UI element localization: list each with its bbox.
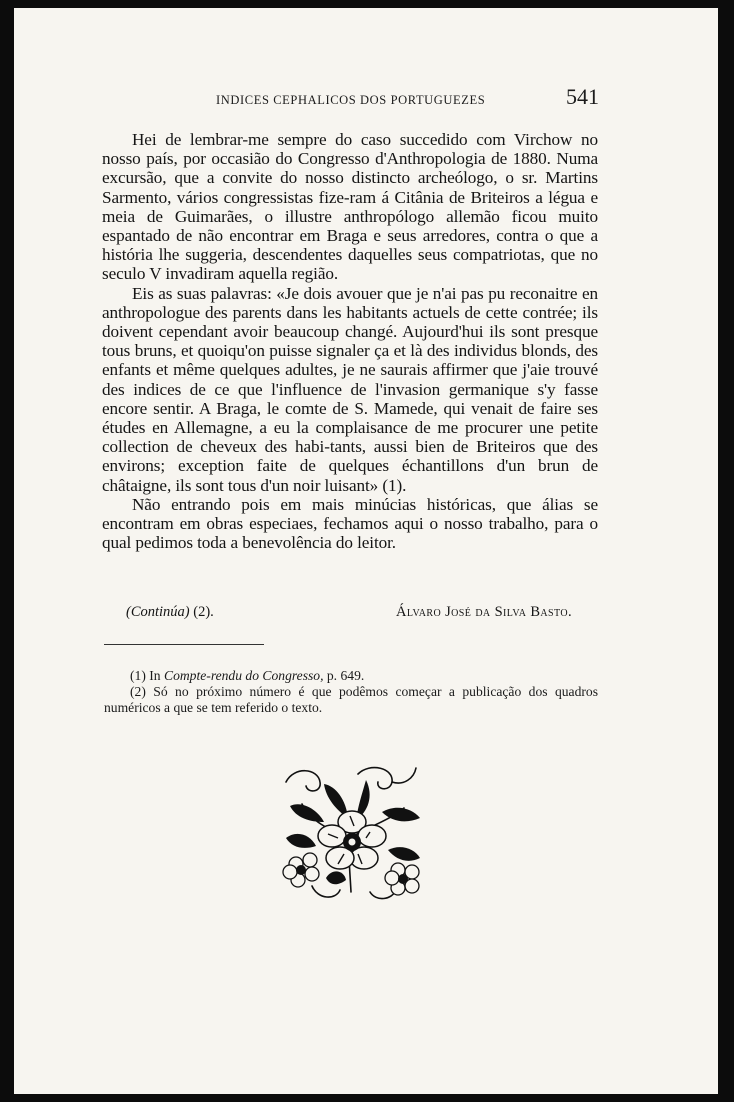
footnote-1-title: Compte-rendu do Congresso, xyxy=(164,668,324,683)
footnote-2-text: Só no próximo número é que podêmos começar a publicação dos quadros numéricos a que se tem referido o texto. xyxy=(104,684,598,715)
author-signature xyxy=(396,604,572,621)
footnote-1-pre: In xyxy=(149,668,161,683)
continua-footnote-ref: (2). xyxy=(193,604,214,620)
author-first-name: Álvaro xyxy=(396,604,442,620)
paragraph-virchow: Hei de lembrar-me sempre do caso succedido com Virchow no nosso país, por occasião do Congresso d'Anthropologia de 1880. Numa excursão, que a convite do nosso distincto archeólogo, o sr. Martins Sarmento, vários congressistas fize-ram á Citânia de Briteiros a légua e meia de Guimarães, o illustre anthropólogo allemão ficou muito espantado de não encontrar em Braga e seus arredores, contra o que a história lhe suggeria, descendentes daquelles seus compatriotas, que no seculo V invadiram aquella região. xyxy=(102,130,598,284)
body-text xyxy=(102,130,598,552)
author-middle-name: José xyxy=(445,604,472,620)
author-particle: da xyxy=(475,604,491,620)
signature-line xyxy=(126,604,598,624)
footnote-2-marker: (2) xyxy=(130,684,146,699)
book-page xyxy=(14,8,718,1094)
footnote-1-page: p. 649. xyxy=(326,668,365,683)
footnote-2 xyxy=(104,684,598,716)
continua-label: (Continúa) xyxy=(126,604,190,620)
running-title: INDICES CEPHALICOS DOS PORTUGUEZES xyxy=(216,93,486,107)
floral-ornament-icon xyxy=(266,760,436,906)
running-head xyxy=(104,81,599,111)
footnote-rule xyxy=(104,644,264,645)
continua-note xyxy=(126,604,214,621)
paragraph-conclusion: Não entrando pois em mais minúcias históricas, que álias se encontram em obras especiaes, fechamos aqui o nosso trabalho, para o qual pedimos toda a benevolência do leitor. xyxy=(102,494,598,553)
paragraph-quotation: Eis as suas palavras: «Je dois avouer que je n'ai pas pu reconaitre en anthropologue des parents dans les habitants actuels de cette contrée; ils doivent cependant avoir beaucoup changé. Aujourd'hui ils sont presque tous bruns, et quoiqu'on puisse signaler ça et là des individus blonds, des enfants et même quelques adultes, je ne saurais affirmer que j'aie trouvé des indices de ce que l'influence de l'invasion germanique s'y fasse encore sentir. A Braga, le comte de S. Mamede, qui venait de faire ses études en Allemagne, a eu la complaisance de me procurer une petite collection de cheveux des habi-tants, aussi bien de Briteiros que des environs; exception faite de quelques échantillons d'un brun de châtaigne, ils sont tous d'un noir luisant» (1). xyxy=(102,283,598,495)
footnote-1-marker: (1) xyxy=(130,668,146,683)
footnotes xyxy=(104,668,598,716)
author-last-name: Silva Basto. xyxy=(494,604,572,620)
page-number: 541 xyxy=(566,84,599,109)
footnote-1 xyxy=(104,668,598,684)
